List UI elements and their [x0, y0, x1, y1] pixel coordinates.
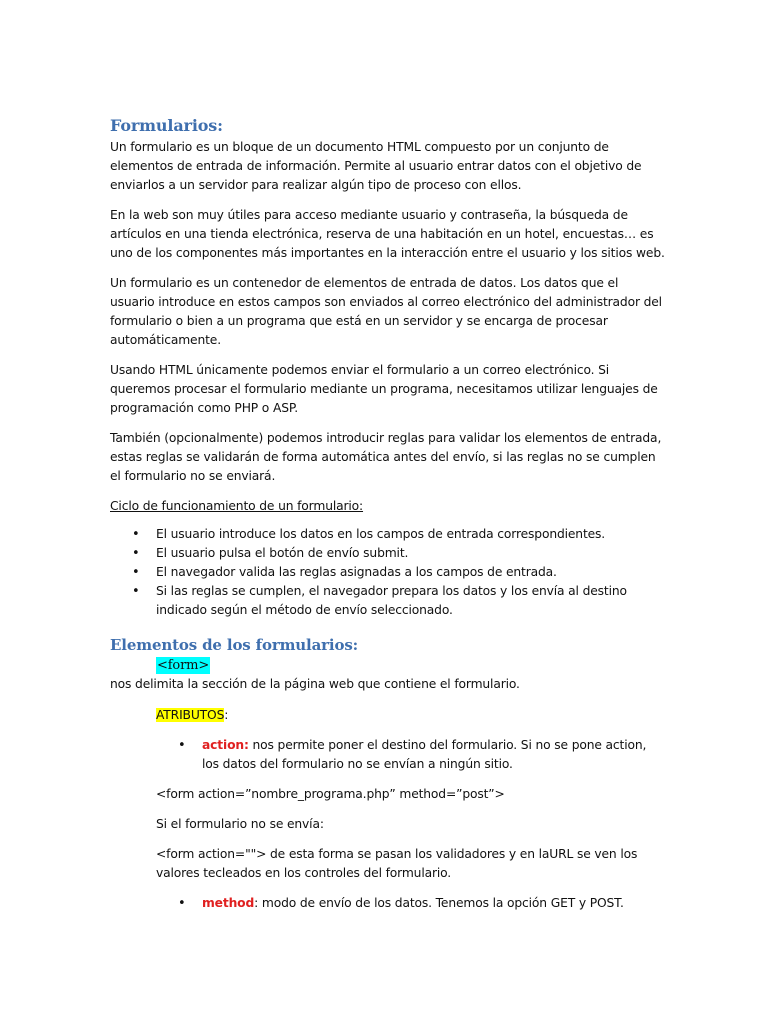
bullet-icon: •: [132, 584, 140, 599]
list-item-text: El usuario pulsa el botón de envío submit.: [156, 546, 409, 560]
document-body: [110, 114, 666, 924]
paragraph-html-only: Usando HTML únicamente podemos enviar el formulario a un correo electrónico. Si queremos procesar el formulario mediante un programa, necesitamos utilizar lenguajes de programación como PHP o ASP.: [110, 363, 658, 415]
code-example-1: <form action=”nombre_programa.php” method=”post”>: [156, 787, 505, 801]
atributos-label: ATRIBUTOS: [156, 708, 225, 722]
cycle-title-text: Ciclo de funcionamiento de un formulario:: [110, 499, 364, 513]
heading-elementos: Elementos de los formularios:: [110, 636, 359, 654]
list-item: [110, 544, 666, 563]
list-item-text: El usuario introduce los datos en los campos de entrada correspondientes.: [156, 527, 606, 541]
list-item: [110, 894, 666, 913]
form-description: nos delimita la sección de la página web que contiene el formulario.: [110, 677, 520, 691]
bullet-icon: •: [132, 527, 140, 542]
form-tag-line: [156, 656, 666, 675]
bullet-icon: •: [132, 565, 140, 580]
action-text: nos permite poner el destino del formulario. Si no se pone action, los datos del formulario no se envían a ningún sitio.: [202, 738, 647, 771]
list-item-text: El navegador valida las reglas asignadas a los campos de entrada.: [156, 565, 557, 579]
code-example-2: <form action=""> de esta forma se pasan los validadores y en laURL se ven los valores tecleados en los controles del formulario.: [156, 847, 638, 880]
list-item-text: Si las reglas se cumplen, el navegador prepara los datos y los envía al destino indicado según el método de envío seleccionado.: [156, 584, 627, 617]
list-item: [110, 525, 666, 544]
heading-formularios: Formularios:: [110, 116, 223, 135]
attribute-list-method: [110, 894, 666, 913]
paragraph-web-uses: En la web son muy útiles para acceso mediante usuario y contraseña, la búsqueda de artículos en una tienda electrónica, reserva de una habitación en un hotel, encuestas… es uno de los componentes más importantes en la interacción entre el usuario y los sitios web.: [110, 208, 665, 260]
method-text: : modo de envío de los datos. Tenemos la opción GET y POST.: [254, 896, 624, 910]
bullet-icon: •: [178, 738, 186, 753]
bullet-icon: •: [178, 896, 186, 911]
not-sent-label: Si el formulario no se envía:: [156, 817, 324, 831]
form-tag: <form>: [157, 658, 210, 673]
list-item: [110, 563, 666, 582]
method-label: method: [202, 896, 255, 910]
action-label: action:: [202, 738, 249, 752]
list-item: [110, 736, 666, 774]
bullet-icon: •: [132, 546, 140, 561]
attribute-list-action: [110, 736, 666, 774]
paragraph-container: Un formulario es un contenedor de elementos de entrada de datos. Los datos que el usuario introduce en estos campos son enviados al correo electrónico del administrador del formulario o bien a un programa que está en un servidor y se encarga de procesar automáticamente.: [110, 276, 662, 347]
paragraph-validation: También (opcionalmente) podemos introducir reglas para validar los elementos de entrada, estas reglas se validarán de forma automática antes del envío, si las reglas no se cumplen el formulario no se enviará.: [110, 431, 662, 483]
cycle-list: [110, 525, 666, 620]
atributos-line: [156, 706, 666, 725]
cycle-title: [110, 497, 666, 516]
atributos-colon: :: [224, 708, 229, 722]
paragraph-intro: Un formulario es un bloque de un documento HTML compuesto por un conjunto de elementos de entrada de información. Permite al usuario entrar datos con el objetivo de enviarlos a un servidor para realizar algún tipo de proceso con ellos.: [110, 140, 642, 192]
list-item: [110, 582, 666, 620]
